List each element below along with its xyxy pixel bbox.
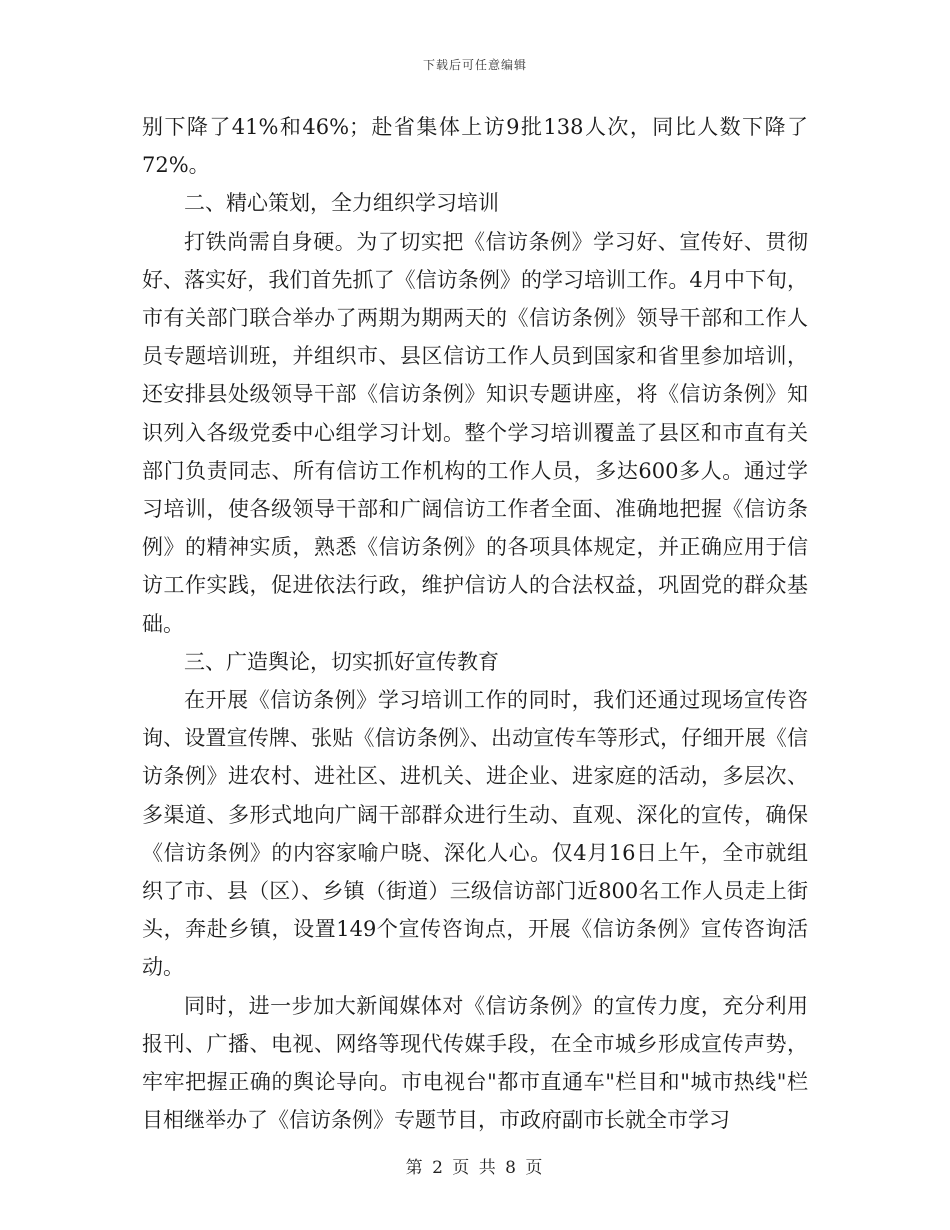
paragraph-media: 同时，进一步加大新闻媒体对《信访条例》的宣传力度，充分利用报刊、广播、电视、网络等现代传媒手段，在全市城乡形成宣传声势，牢牢把握正确的舆论导向。市电视台"都市直通车"栏目和"城市热线"栏目相继举办了《信访条例》专题节目，市政府副市长就全市学习 [142,993,808,1133]
page-header-note: 下载后可任意编辑 [422,58,527,72]
section-heading-2: 二、精心策划，全力组织学习培训 [184,191,499,216]
paragraph-publicity: 在开展《信访条例》学习培训工作的同时，我们还通过现场宣传咨询、设置宣传牌、张贴《信访条例》、出动宣传车等形式，仔细开展《信访条例》进农村、进社区、进机关、进企业、进家庭的活动，多层次、多渠道、多形式地向广阔干部群众进行生动、直观、深化的宣传，确保《信访条例》的内容家喻户晓、深化人心。仅4月16日上午，全市就组织了市、县（区）、乡镇（街道）三级信访部门近800名工作人员走上街头，奔赴乡镇，设置149个宣传咨询点，开展《信访条例》宣传咨询活动。 [142,688,808,980]
paragraph-continuation: 别下降了41%和46%；赴省集体上访9批138人次，同比人数下降了72%。 [142,115,808,178]
paragraph-training: 打铁尚需自身硬。为了切实把《信访条例》学习好、宣传好、贯彻好、落实好，我们首先抓了《信访条例》的学习培训工作。4月中下旬，市有关部门联合举办了两期为期两天的《信访条例》领导干部和工作人员专题培训班，并组织市、县区信访工作人员到国家和省里参加培训，还安排县处级领导干部《信访条例》知识专题讲座，将《信访条例》知识列入各级党委中心组学习计划。整个学习培训覆盖了县区和市直有关部门负责同志、所有信访工作机构的工作人员，多达600多人。通过学习培训，使各级领导干部和广阔信访工作者全面、准确地把握《信访条例》的精神实质，熟悉《信访条例》的各项具体规定，并正确应用于信访工作实践，促进依法行政，维护信访人的合法权益，巩固党的群众基础。 [142,229,808,636]
section-heading-3: 三、广造舆论，切实抓好宣传教育 [184,649,499,674]
page-number-footer: 第 2 页 共 8 页 [405,1158,545,1178]
document-body [142,108,808,1139]
